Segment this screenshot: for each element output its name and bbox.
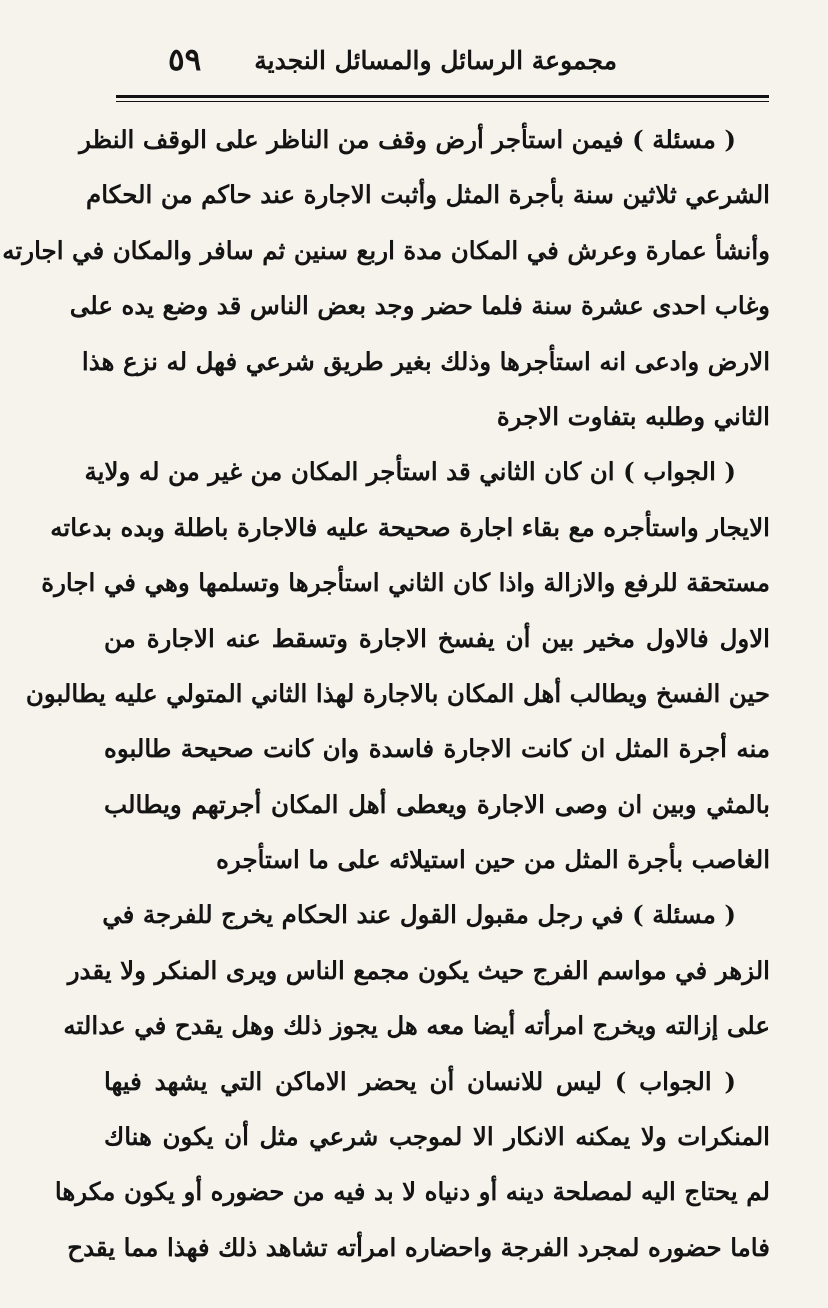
text-line: ( الجواب ) ليس للانسان أن يحضر الاماكن التي يشهد فيها <box>104 1066 736 1096</box>
text-line: منه أجرة المثل ان كانت الاجارة فاسدة وان كانت صحيحة طالبوه <box>104 734 770 764</box>
header-rule-thick <box>116 95 769 98</box>
text-line: المنكرات ولا يمكنه الانكار الا لموجب شرعي مثل أن يكون هناك <box>104 1122 770 1152</box>
page-body <box>2 112 770 1275</box>
text-line: الزهر في مواسم الفرج حيث يكون مجمع الناس ويرى المنكر ولا يقدر <box>67 955 770 985</box>
text-line: ( مسئلة ) فيمن استأجر أرض وقف من الناظر على الوقف النظر <box>79 125 736 154</box>
page-number: ٥٩ <box>168 42 202 78</box>
text-line: بالمثي وبين ان وصى الاجارة ويعطى أهل المكان أجرتهم ويطالب <box>104 789 770 819</box>
text-line: لم يحتاج اليه لمصلحة دينه أو دنياه لا بد فيه من حضوره أو يكون مكرها <box>54 1177 770 1207</box>
running-title: مجموعة الرسائل والمسائل النجدية <box>254 46 617 75</box>
answer-paragraph <box>54 1054 770 1276</box>
running-header <box>116 44 769 96</box>
question-paragraph <box>63 887 770 1053</box>
text-line: ( الجواب ) ان كان الثاني قد استأجر المكان من غير من له ولاية <box>84 457 736 487</box>
text-line: الاول فالاول مخير بين أن يفسخ الاجارة وتسقط عنه الاجارة من <box>104 623 770 653</box>
header-rule-thin <box>116 101 769 102</box>
text-line: وأنشأ عمارة وعرش في المكان مدة اربع سنين ثم سافر والمكان في اجارته <box>2 235 770 265</box>
answer-paragraph <box>25 444 770 887</box>
text-line: على إزالته ويخرج امرأته أيضا معه هل يجوز ذلك وهل يقدح في عدالته <box>63 1011 770 1041</box>
text-line: وغاب احدى عشرة سنة فلما حضر وجد بعض الناس قد وضع يده على <box>69 291 770 321</box>
text-line: الثاني وطلبه بتفاوت الاجرة <box>496 401 770 431</box>
question-paragraph <box>2 112 770 444</box>
text-line: الايجار واستأجره مع بقاء اجارة صحيحة عليه فالاجارة باطلة وبده بدعاته <box>50 512 770 542</box>
text-line: ( مسئلة ) في رجل مقبول القول عند الحكام يخرج للفرجة في <box>102 900 736 930</box>
text-line: فاما حضوره لمجرد الفرجة واحضاره امرأته تشاهد ذلك فهذا مما يقدح <box>67 1232 770 1262</box>
text-line: الغاصب بأجرة المثل من حين استيلائه على ما استأجره <box>216 845 770 875</box>
text-line: الشرعي ثلاثين سنة بأجرة المثل وأثبت الاجارة عند حاكم من الحكام <box>86 180 770 210</box>
text-line: مستحقة للرفع والازالة واذا كان الثاني استأجرها وتسلمها وهي في اجارة <box>41 568 770 598</box>
text-line: حين الفسخ ويطالب أهل المكان بالاجارة لهذا الثاني المتولي عليه يطالبون <box>25 678 770 708</box>
text-line: الارض وادعى انه استأجرها وذلك بغير طريق شرعي فهل له نزع هذا <box>81 346 770 376</box>
